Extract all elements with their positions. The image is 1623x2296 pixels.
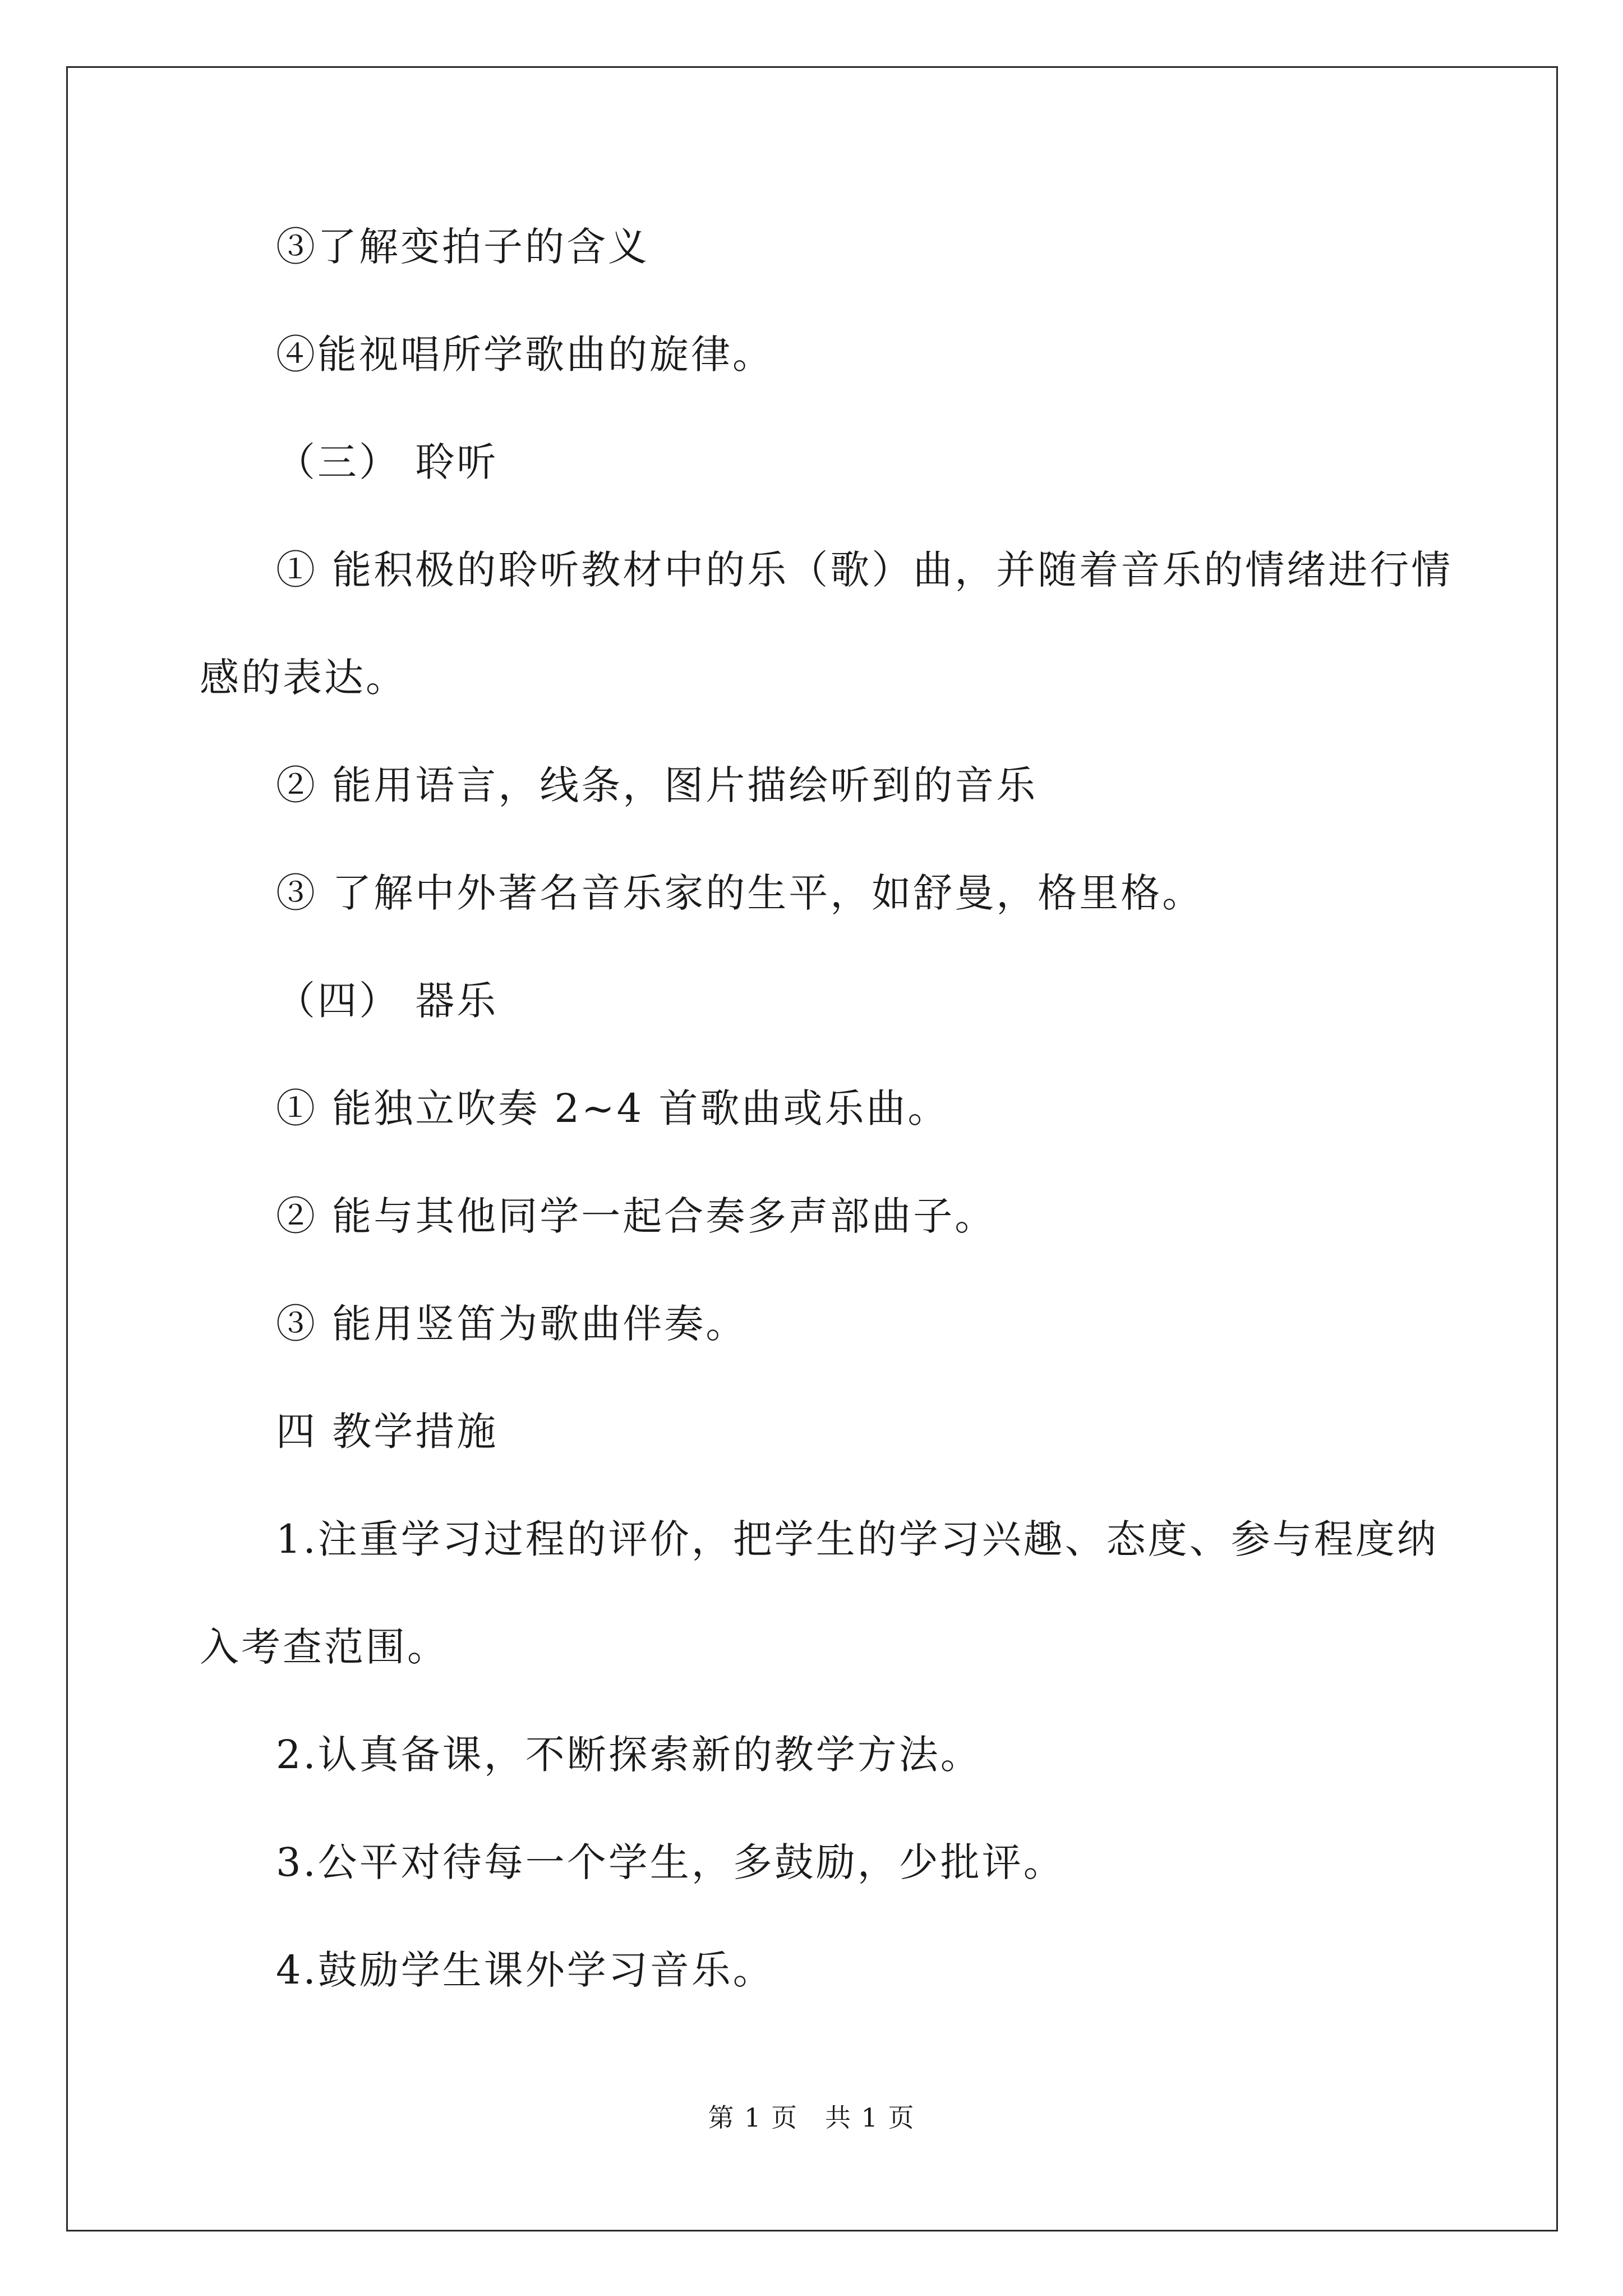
page-border [66, 66, 1558, 2231]
text-line: ① 能独立吹奏 2~4 首歌曲或乐曲。 [276, 1085, 949, 1131]
text-line: ③了解变拍子的含义 [276, 224, 649, 270]
text-line: 入考查范围。 [200, 1624, 449, 1670]
text-line: 1.注重学习过程的评价，把学生的学习兴趣、态度、参与程度纳 [276, 1516, 1438, 1562]
text-line: 感的表达。 [200, 655, 407, 701]
text-line: ③ 了解中外著名音乐家的生平，如舒曼，格里格。 [276, 870, 1204, 916]
text-line: ④能视唱所学歌曲的旋律。 [276, 332, 774, 378]
text-line: 4.鼓励学生课外学习音乐。 [276, 1947, 774, 1993]
text-line: 2.认真备课，不断探索新的教学方法。 [276, 1732, 982, 1778]
page-footer: 第 1 页 共 1 页 [708, 2102, 915, 2133]
text-line: 3.公平对待每一个学生，多鼓励，少批评。 [276, 1839, 1065, 1885]
section-heading: （四） 器乐 [276, 978, 499, 1024]
text-line: ② 能用语言，线条，图片描绘听到的音乐 [276, 762, 1038, 808]
text-line: ③ 能用竖笛为歌曲伴奏。 [276, 1301, 748, 1347]
section-heading: （三） 聆听 [276, 439, 499, 485]
section-heading: 四 教学措施 [276, 1409, 499, 1455]
text-line: ② 能与其他同学一起合奏多声部曲子。 [276, 1193, 997, 1239]
text-line: ① 能积极的聆听教材中的乐（歌）曲，并随着音乐的情绪进行情 [276, 547, 1453, 593]
